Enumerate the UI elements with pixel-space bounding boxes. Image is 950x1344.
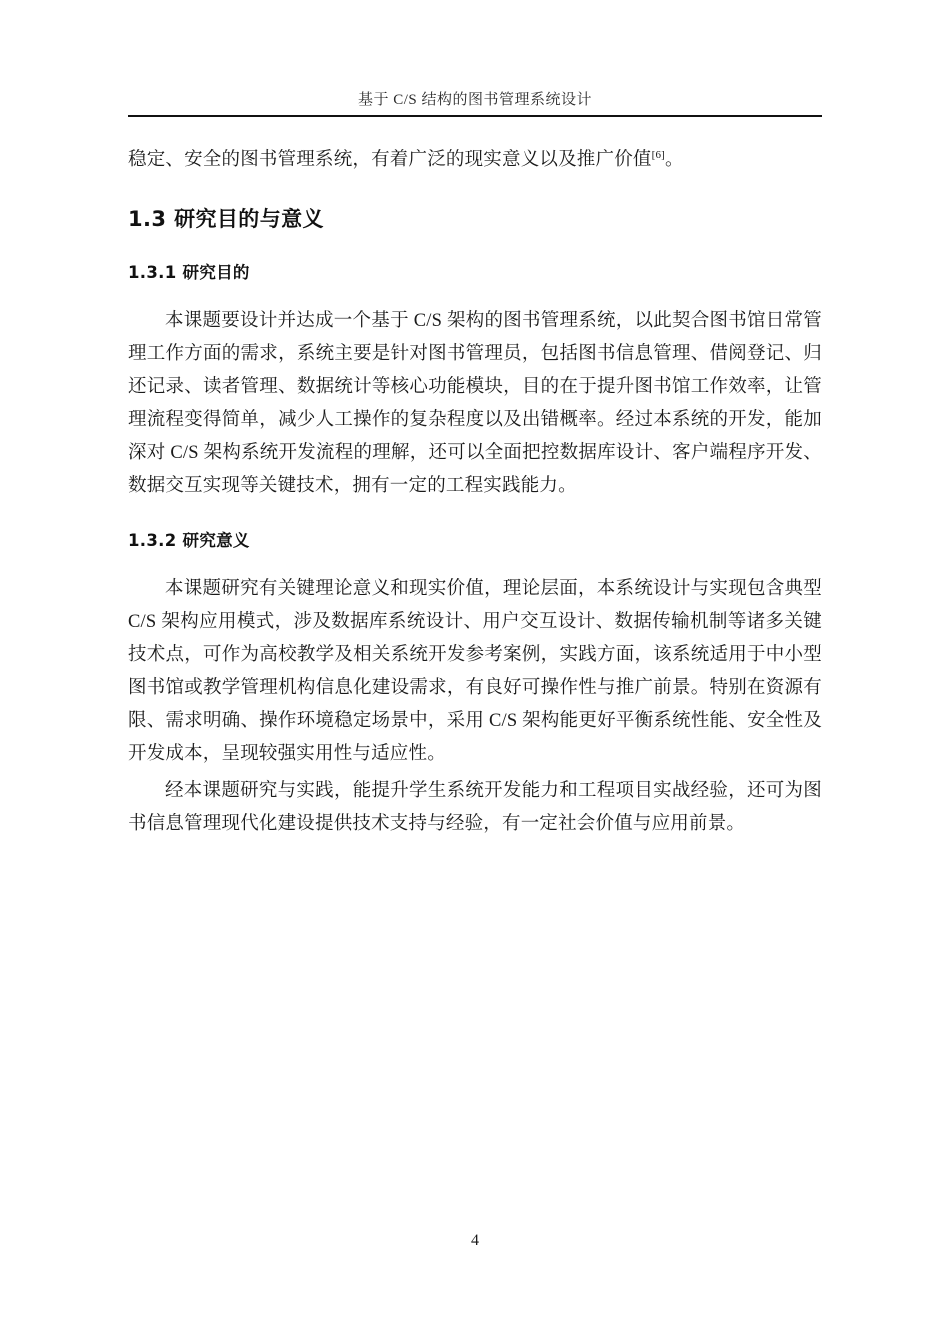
continued-paragraph-block bbox=[128, 139, 822, 177]
header-divider bbox=[128, 115, 822, 117]
continued-paragraph-period: 。 bbox=[665, 150, 684, 171]
continued-paragraph bbox=[128, 139, 822, 177]
section-heading-1-3-2: 1.3.2 研究意义 bbox=[128, 531, 250, 551]
paragraph-1-3-2-a: 本课题研究有关键理论意义和现实价值，理论层面，本系统设计与实现包含典型 C/S 架构应用模式，涉及数据库系统设计、用户交互设计、数据传输机制等诸多关键技术点，可作为高校教学及相关系统开发参考案例，实践方面，该系统适用于中小型图书馆或教学管理机构信息化建设需求，有良好可操作性与推广前景。特别在资源有限、需求明确、操作环境稳定场景中，采用 C/S 架构能更好平衡系统性能、安全性及开发成本，呈现较强实用性与适应性。 bbox=[128, 579, 822, 765]
section-heading-1-3-1: 1.3.1 研究目的 bbox=[128, 263, 250, 283]
page-footer bbox=[0, 1232, 950, 1250]
paragraph-1-3-2-b: 经本课题研究与实践，能提升学生系统开发能力和工程项目实战经验，还可为图书信息管理现代化建设提供技术支持与经验，有一定社会价值与应用前景。 bbox=[128, 781, 822, 835]
continued-paragraph-text: 稳定、安全的图书管理系统，有着广泛的现实意义以及推广价值 bbox=[128, 150, 652, 171]
section-heading-1-3: 1.3 研究目的与意义 bbox=[128, 207, 324, 232]
running-header bbox=[128, 88, 822, 115]
page-number: 4 bbox=[471, 1232, 479, 1249]
paragraph-1-3-1: 本课题要设计并达成一个基于 C/S 架构的图书管理系统，以此契合图书馆日常管理工作方面的需求，系统主要是针对图书管理员，包括图书信息管理、借阅登记、归还记录、读者管理、数据统计等核心功能模块，目的在于提升图书馆工作效率，让管理流程变得简单，减少人工操作的复杂程度以及出错概率。经过本系统的开发，能加深对 C/S 架构系统开发流程的理解，还可以全面把控数据库设计、客户端程序开发、数据交互实现等关键技术，拥有一定的工程实践能力。 bbox=[128, 311, 822, 497]
page-content bbox=[128, 0, 822, 845]
footnote-reference-6: [6] bbox=[651, 149, 666, 161]
running-header-title: 基于 C/S 结构的图书管理系统设计 bbox=[357, 92, 593, 108]
